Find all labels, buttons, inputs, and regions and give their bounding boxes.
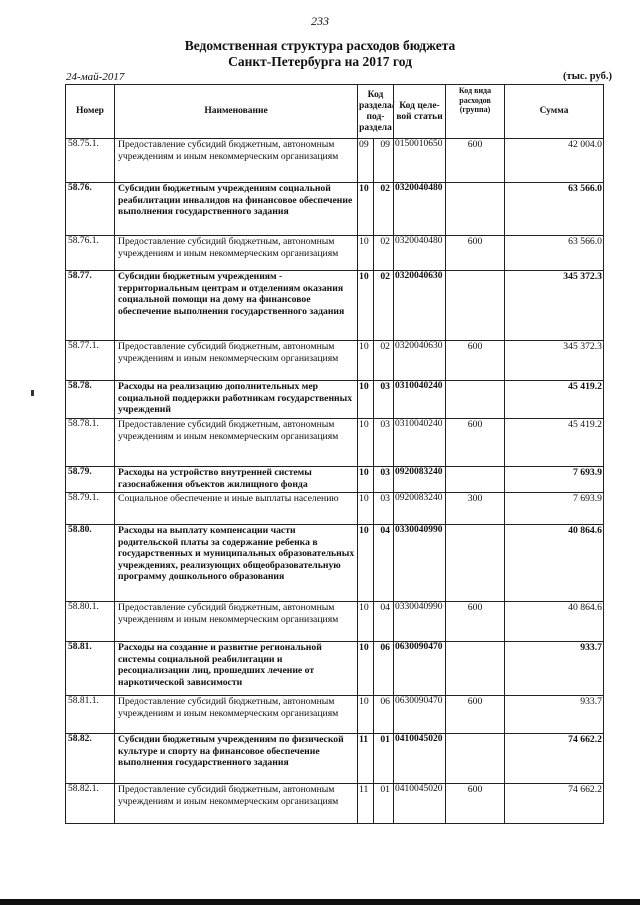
row-section-code: 10: [358, 341, 374, 381]
row-section-code: 11: [358, 784, 374, 824]
table-body: [66, 139, 604, 824]
row-section-code: 10: [358, 236, 374, 271]
table-row: [66, 419, 604, 467]
page-number: 233: [311, 14, 329, 28]
table-row: [66, 696, 604, 734]
row-target-code: 0630090470: [394, 696, 446, 734]
table-row: [66, 525, 604, 602]
row-sum: 74 662.2: [505, 734, 604, 784]
row-name: Предоставление субсидий бюджетным, автономным учреждениям и иным некоммерческим организациям: [115, 139, 358, 183]
row-expense-type: [446, 467, 505, 493]
row-sum: 74 662.2: [505, 784, 604, 824]
row-expense-type: 600: [446, 139, 505, 183]
row-expense-type: 600: [446, 341, 505, 381]
scan-edge-bar: [0, 899, 640, 905]
row-sum: 7 693.9: [505, 493, 604, 525]
row-number: 58.75.1.: [66, 139, 115, 183]
scan-mark: [31, 390, 34, 396]
title-line-2: Санкт-Петербурга на 2017 год: [228, 54, 412, 69]
row-name: Расходы на устройство внутренней системы газоснабжения объектов жилищного фонда: [115, 467, 358, 493]
row-name: Субсидии бюджетным учреждениям по физической культуре и спорту на финансовое обеспечение выполнения государственного задания: [115, 734, 358, 784]
row-subsection-code: 06: [374, 642, 394, 696]
header-target-code: Код целе-вой статьи: [394, 85, 446, 139]
row-subsection-code: 09: [374, 139, 394, 183]
row-section-code: 10: [358, 602, 374, 642]
row-sum: 933.7: [505, 696, 604, 734]
row-name: Расходы на реализацию дополнительных мер социальной поддержки работникам государственных учреждений: [115, 381, 358, 419]
row-sum: 45 419.2: [505, 419, 604, 467]
table-row: [66, 271, 604, 341]
row-sum: 63 566.0: [505, 236, 604, 271]
table-row: [66, 139, 604, 183]
row-name: Предоставление субсидий бюджетным, автономным учреждениям и иным некоммерческим организациям: [115, 602, 358, 642]
row-subsection-code: 03: [374, 381, 394, 419]
row-name: Субсидии бюджетным учреждениям - территориальным центрам и отделениям оказания социальной помощи на дому на финансовое обеспечение выполнения государственного задания: [115, 271, 358, 341]
table-row: [66, 784, 604, 824]
header-name: Наименование: [115, 85, 358, 139]
budget-table: [65, 84, 604, 824]
row-subsection-code: 02: [374, 183, 394, 236]
row-target-code: 0330040990: [394, 602, 446, 642]
row-number: 58.79.1.: [66, 493, 115, 525]
row-subsection-code: 03: [374, 419, 394, 467]
row-name: Социальное обеспечение и иные выплаты населению: [115, 493, 358, 525]
row-name: Расходы на создание и развитие региональной системы социальной реабилитации и ресоциализации лиц, прошедших лечение от наркотической зависимости: [115, 642, 358, 696]
table-row: [66, 341, 604, 381]
row-number: 58.79.: [66, 467, 115, 493]
row-sum: 345 372.3: [505, 271, 604, 341]
header-sum: Сумма: [505, 85, 604, 139]
row-section-code: 10: [358, 642, 374, 696]
row-sum: 40 864.6: [505, 602, 604, 642]
row-target-code: 0150010650: [394, 139, 446, 183]
row-sum: 63 566.0: [505, 183, 604, 236]
row-target-code: 0330040990: [394, 525, 446, 602]
row-subsection-code: 01: [374, 734, 394, 784]
row-number: 58.77.1.: [66, 341, 115, 381]
row-number: 58.80.1.: [66, 602, 115, 642]
row-subsection-code: 03: [374, 467, 394, 493]
row-section-code: 10: [358, 183, 374, 236]
row-expense-type: 300: [446, 493, 505, 525]
row-section-code: 10: [358, 467, 374, 493]
row-sum: 42 004.0: [505, 139, 604, 183]
row-expense-type: [446, 525, 505, 602]
row-target-code: 0630090470: [394, 642, 446, 696]
row-name: Предоставление субсидий бюджетным, автономным учреждениям и иным некоммерческим организациям: [115, 236, 358, 271]
row-target-code: 0310040240: [394, 419, 446, 467]
document-title: [0, 38, 640, 70]
row-sum: 7 693.9: [505, 467, 604, 493]
row-number: 58.76.1.: [66, 236, 115, 271]
row-target-code: 0320040630: [394, 271, 446, 341]
row-expense-type: 600: [446, 602, 505, 642]
row-number: 58.81.: [66, 642, 115, 696]
table-row: [66, 602, 604, 642]
row-name: Предоставление субсидий бюджетным, автономным учреждениям и иным некоммерческим организациям: [115, 784, 358, 824]
row-number: 58.82.1.: [66, 784, 115, 824]
row-section-code: 10: [358, 525, 374, 602]
row-name: Предоставление субсидий бюджетным, автономным учреждениям и иным некоммерческим организациям: [115, 419, 358, 467]
row-number: 58.77.: [66, 271, 115, 341]
table-row: [66, 183, 604, 236]
header-number: Номер: [66, 85, 115, 139]
row-target-code: 0410045020: [394, 734, 446, 784]
row-subsection-code: 04: [374, 602, 394, 642]
row-sum: 40 864.6: [505, 525, 604, 602]
row-number: 58.76.: [66, 183, 115, 236]
table-row: [66, 642, 604, 696]
row-subsection-code: 02: [374, 236, 394, 271]
row-subsection-code: 04: [374, 525, 394, 602]
row-target-code: 0920083240: [394, 493, 446, 525]
row-subsection-code: 06: [374, 696, 394, 734]
row-target-code: 0410045020: [394, 784, 446, 824]
title-line-1: Ведомственная структура расходов бюджета: [184, 38, 456, 53]
row-expense-type: 600: [446, 784, 505, 824]
row-section-code: 10: [358, 271, 374, 341]
row-section-code: 10: [358, 381, 374, 419]
table-row: [66, 734, 604, 784]
row-number: 58.80.: [66, 525, 115, 602]
row-expense-type: [446, 642, 505, 696]
row-number: 58.78.: [66, 381, 115, 419]
row-expense-type: [446, 183, 505, 236]
row-section-code: 11: [358, 734, 374, 784]
row-number: 58.78.1.: [66, 419, 115, 467]
row-target-code: 0320040480: [394, 236, 446, 271]
row-target-code: 0310040240: [394, 381, 446, 419]
header-section-code: Код раздела/ под-раздела: [358, 85, 394, 139]
row-number: 58.81.1.: [66, 696, 115, 734]
table-row: [66, 493, 604, 525]
row-subsection-code: 03: [374, 493, 394, 525]
row-target-code: 0320040480: [394, 183, 446, 236]
row-name: Расходы на выплату компенсации части родительской платы за содержание ребенка в государственных и муниципальных образовательных учреждениях, реализующих общеобразовательную программу дошкольного образования: [115, 525, 358, 602]
row-target-code: 0320040630: [394, 341, 446, 381]
row-name: Предоставление субсидий бюджетным, автономным учреждениям и иным некоммерческим организациям: [115, 696, 358, 734]
document-date: 24-май-2017: [66, 71, 125, 83]
row-section-code: 10: [358, 696, 374, 734]
row-section-code: 10: [358, 419, 374, 467]
row-expense-type: [446, 271, 505, 341]
row-subsection-code: 02: [374, 341, 394, 381]
row-section-code: 09: [358, 139, 374, 183]
row-sum: 345 372.3: [505, 341, 604, 381]
row-number: 58.82.: [66, 734, 115, 784]
row-sum: 45 419.2: [505, 381, 604, 419]
units-label: (тыс. руб.): [563, 71, 612, 82]
row-subsection-code: 01: [374, 784, 394, 824]
row-subsection-code: 02: [374, 271, 394, 341]
row-name: Субсидии бюджетным учреждениям социальной реабилитации инвалидов на финансовое обеспечение выполнения государственного задания: [115, 183, 358, 236]
header-expense-type: Код вида расходов (группа): [446, 85, 505, 139]
row-expense-type: 600: [446, 419, 505, 467]
row-name: Предоставление субсидий бюджетным, автономным учреждениям и иным некоммерческим организациям: [115, 341, 358, 381]
row-section-code: 10: [358, 493, 374, 525]
row-expense-type: [446, 381, 505, 419]
row-expense-type: 600: [446, 696, 505, 734]
row-expense-type: 600: [446, 236, 505, 271]
table-row: [66, 381, 604, 419]
row-sum: 933.7: [505, 642, 604, 696]
row-expense-type: [446, 734, 505, 784]
row-target-code: 0920083240: [394, 467, 446, 493]
table-row: [66, 467, 604, 493]
table-row: [66, 236, 604, 271]
